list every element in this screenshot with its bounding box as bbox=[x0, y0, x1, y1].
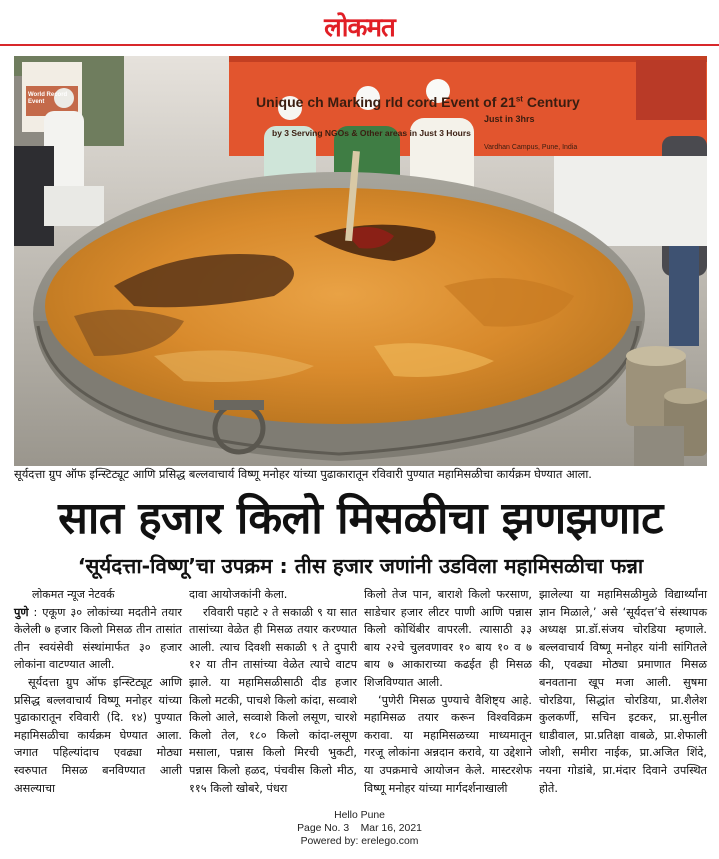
article-column-4 bbox=[539, 586, 707, 797]
masthead-rule bbox=[0, 44, 719, 46]
news-photo bbox=[14, 56, 707, 466]
banner-title: Unique ch Marking rld cord Event of 21st Century bbox=[256, 94, 580, 110]
lokmat-logo: लोकमत bbox=[324, 13, 395, 43]
photo-caption: सूर्यदत्ता ग्रुप ऑफ इन्स्टिट्यूट आणि प्रसिद्ध बल्लवाचार्य विष्णू मनोहर यांच्या पुढाकारातून रविवारी पुण्यात महामिसळीचा कार्यक्रम घेण्यात आला. bbox=[14, 467, 592, 481]
article-column-3 bbox=[364, 586, 532, 797]
article-paragraph: पुणे : एकूण ३० लोकांच्या मदतीने तयार केलेली ७ हजार किलो मिसळ तीन तासांत तीन स्वयंसेवी संस्थांमार्फत ३० हजार लोकांना वाटण्यात आली. bbox=[14, 605, 182, 672]
article-paragraph: ‘पुणेरी मिसळ पुण्याचे वैशिष्ट्य आहे. महामिसळ तयार करून विश्वविक्रम करावा. या महामिसळच्या माध्यमातून गरजू लोकांना अन्नदान करावे, या उद्देशाने या उपक्रमाचे आयोजन केले. मास्टरशेफ विष्णू मनोहर यांच्या मार्गदर्शनाखाली bbox=[364, 693, 532, 795]
page-footer bbox=[0, 810, 719, 848]
photo-illustration bbox=[14, 56, 707, 466]
article-paragraph: रविवारी पहाटे २ ते सकाळी ९ या सात तासांच्या वेळेत ही मिसळ तयार करण्यात आली. त्याच दिवशी सकाळी ९ ते दुपारी १२ या तीन तासांच्या वेळेत त्याचे वाटप झाले. या महामिसळीसाठी दीड हजार किलो मटकी, पाचशे किलो कांदा, सव्वाशे किलो आले, सव्वाशे किलो लसूण, चारशे किलो तेल, १८० किलो कांदा-लसूण मसाला, पन्नास किलो मिरची भुकटी, पन्नास किलो हळद, पंचवीस किलो मीठ, ११५ किलो खोबरे, पंधरा bbox=[189, 605, 357, 795]
article-paragraph: सूर्यदत्ता ग्रुप ऑफ इन्स्टिट्यूट आणि प्रसिद्ध बल्लवाचार्य विष्णू मनोहर यांच्या पुढाकारातून रविवारी (दि. १४) पुण्यात महामिसळीचा कार्यक्रम घेण्यात आला. जगात पहिल्यांदाच एवढ्या मोठ्या स्वरुपात मिसळ बनविण्यात आली असल्याचा bbox=[14, 675, 182, 795]
article-paragraph: झालेल्या या महामिसळीमुळे विद्यार्थ्यांना ज्ञान मिळाले,’ असे ‘सूर्यदत्त’चे संस्थापक अध्यक्ष प्रा.डॉ.संजय चोरडिया म्हणाले. बल्लवाचार्य विष्णू मनोहर यांनी सांगितले की, एवढ्या मोठ्या प्रमाणात मिसळ बनवताना खूप मजा आली. सुषमा चोरडिया, सिद्धांत चोरडिया, प्रा.शैलेश कुलकर्णी, सचिन इटकर, प्रा.सुनील धाडीवाल, प्रा.प्रतिक्षा वाबळे, प्रा.शेफाली जोशी, समीरा नाईक, प्रा.अजित शिंदे, नयना गोडांबे, प्रा.मंदार दिवाने उपस्थित होते. bbox=[539, 588, 707, 795]
banner-subtitle: Just in 3hrs bbox=[484, 114, 535, 124]
article-column-1 bbox=[14, 586, 182, 797]
article-paragraph: किलो तेज पान, बाराशे किलो फरसाण, साडेचार हजार लीटर पाणी आणि पन्नास किलो कोथिंबीर वापरली. त्यासाठी ३३ बाय २२चे चुलवणावर १० बाय १० व ७ बाय ७ आकाराच्या कढईत ही मिसळ शिजविण्यात आली. bbox=[364, 588, 532, 689]
footer-powered-by[interactable]: Powered by: erelego.com bbox=[300, 835, 419, 847]
article-body bbox=[14, 586, 707, 800]
byline: लोकमत न्यूज नेटवर्क bbox=[32, 588, 115, 601]
article-column-2 bbox=[189, 586, 357, 797]
headline: सात हजार किलो मिसळीचा झणझणाट bbox=[58, 493, 663, 544]
footer-edition: Hello Pune bbox=[334, 810, 385, 821]
dateline: पुणे bbox=[14, 605, 29, 619]
small-board-text: World Record Event bbox=[28, 92, 68, 105]
subheadline: ‘सूर्यदत्ता-विष्णू’चा उपक्रम : तीस हजार जणांनी उडविला महामिसळीचा फन्ना bbox=[77, 554, 644, 578]
footer-page-date: Page No. 3 Mar 16, 2021 bbox=[297, 822, 422, 834]
article-paragraph: दावा आयोजकांनी केला. bbox=[189, 588, 288, 601]
banner-line: by 3 Serving NGOs & Other areas in Just 3 Hours bbox=[272, 128, 471, 138]
banner-venue: Vardhan Campus, Pune, India bbox=[484, 144, 578, 151]
